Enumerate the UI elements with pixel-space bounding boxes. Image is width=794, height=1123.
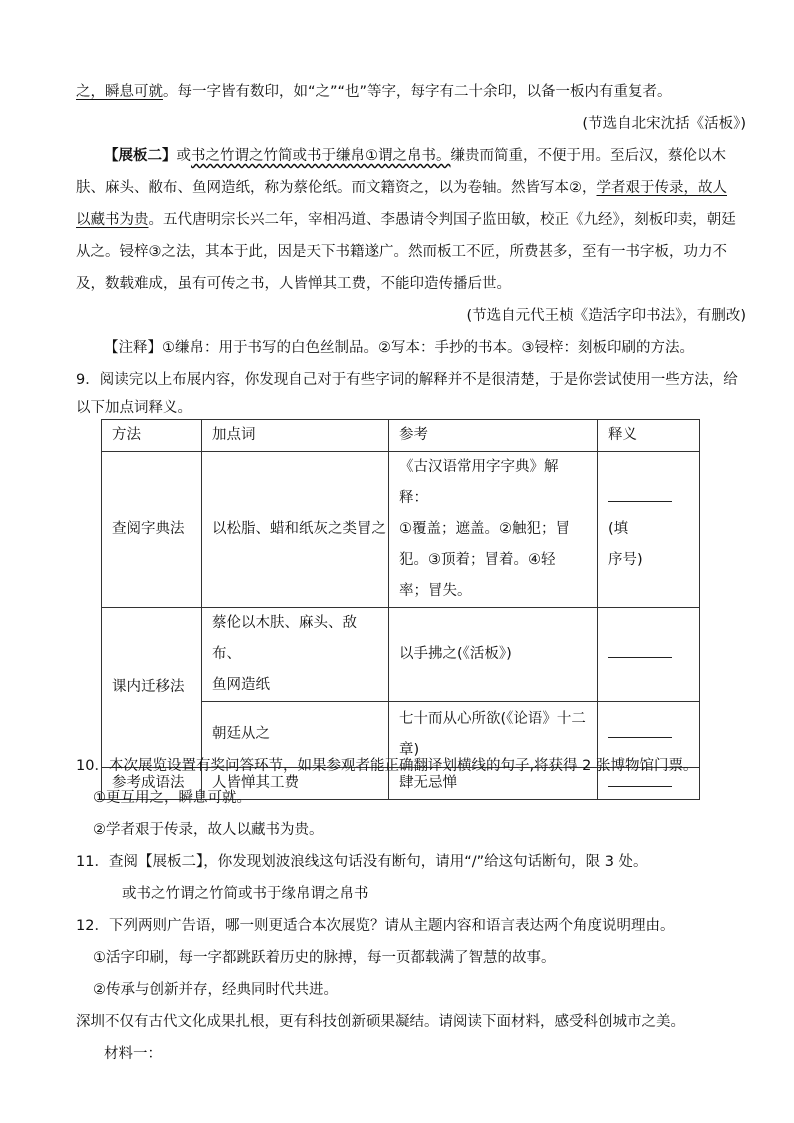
reference-cell: 以手拂之(《活板》) [389, 608, 598, 702]
reference-line: 《古汉语常用字字典》解释： [399, 459, 559, 506]
method-cell: 查阅字典法 [102, 452, 202, 608]
answer-blank[interactable] [608, 721, 672, 738]
question-9-line-1: 9．阅读完以上布展内容，你发现自己对于有些字词的解释并不是很清楚，于是你尝试使用一些方法，给 [76, 372, 738, 388]
reference-cell: 肆无忌惮 [389, 768, 598, 800]
board2-line-4: 从之。锓梓③之法，其本于此，因是天下书籍遂广。然而板工不匠，所费甚多，至有一书字板，功力不 [76, 244, 727, 260]
word-cell [202, 608, 389, 702]
vocab-table [101, 419, 700, 800]
header-cell: 释义 [598, 420, 700, 452]
question-9-line-2: 以下加点词释义。 [76, 400, 192, 416]
table-row [102, 608, 700, 702]
table-header-row [102, 420, 700, 452]
word-cell: 以松脂、蜡和纸灰之类冒之 [202, 452, 389, 608]
word-cell: 人皆惮其工费 [202, 768, 389, 800]
text: 。每一字皆有数印，如“之”“也”等字，每字有二十余印，以备一板内有重复者。 [163, 84, 672, 100]
reference-line: 犯。③顶着；冒着。④轻 [399, 552, 556, 568]
table-row [102, 452, 700, 608]
reference-line: 章) [399, 741, 420, 758]
question-11-sentence: 或书之竹谓之竹简或书于缘帛谓之帛书 [122, 886, 369, 902]
board2-line-1 [104, 146, 726, 166]
question-12: 12．下列两则广告语，哪一则更适合本次展览？请从主题内容和语言表达两个角度说明理由。 [76, 918, 675, 934]
annotation: 【注释】①缣帛：用于书写的白色丝制品。②写本：手抄的书本。③锓梓：刻板印刷的方法。 [104, 340, 694, 356]
word-line: 鱼网造纸 [212, 677, 270, 693]
question-12-option-1: ①活字印刷，每一字都跳跃着历史的脉搏，每一页都载满了智慧的故事。 [93, 950, 556, 966]
question-10: 10．本次展览设置有奖问答环节，如果参观者能正确翻译划横线的句子,将获得 2 张博物馆门票。 [76, 758, 698, 774]
reference-line: 率；冒失。 [399, 583, 472, 599]
section-intro: 深圳不仅有古代文化成果扎根，更有科技创新硕果凝结。请阅读下面材料，感受科创城市之美。 [76, 1014, 685, 1030]
question-10-item-2: ②学者艰于传录，故人以藏书为贵。 [93, 822, 324, 838]
answer-cell [598, 608, 700, 702]
question-10-item-1: ①更互用之，瞬息可就。 [93, 790, 251, 806]
board2-label: 【展板二】 [104, 148, 177, 164]
method-cell: 参考成语法 [102, 768, 202, 800]
word-cell: 朝廷从之 [202, 702, 389, 768]
header-cell: 加点词 [202, 420, 389, 452]
hint: 序号) [608, 552, 643, 568]
material-heading: 材料一： [104, 1046, 162, 1062]
answer-cell [598, 452, 700, 608]
answer-blank[interactable] [608, 641, 672, 658]
text: 。五代唐明宗长兴二年，宰相冯道、李愚请令判国子监田敏，校正《九经》，刻板印卖，朝廷 [148, 212, 736, 228]
text: 肤、麻头、敝布、鱼网造纸，称为蔡伦纸。而文籍资之，以为卷轴。然皆写本②， [76, 180, 597, 196]
header-cell: 参考 [389, 420, 598, 452]
board2-line-5: 及，数载难成，虽有可传之书，人皆惮其工费，不能印造传播后世。 [76, 276, 511, 292]
question-12-option-2: ②传承与创新并存，经典同时代共进。 [93, 982, 338, 998]
underlined-text: 之，瞬息可就 [76, 84, 163, 100]
method-cell: 课内迁移法 [102, 608, 202, 768]
text: 缣贵而简重，不便于用。至后汉，蔡伦以木 [450, 148, 726, 164]
underlined-text: 学者艰于传录，故人 [596, 180, 727, 196]
board2-source: (节选自元代王桢《造活字印书法》，有删改) [466, 308, 746, 324]
wavy-underlined-text: 书之竹谓之竹简或书于缣帛①谓之帛书。 [191, 148, 451, 164]
header-cell: 方法 [102, 420, 202, 452]
hint: (填 [608, 521, 629, 537]
board2-line-3 [76, 210, 736, 230]
text: 或 [176, 148, 191, 164]
board1-line [76, 82, 672, 102]
reference-line: ①覆盖；遮盖。②触犯；冒 [399, 521, 570, 537]
word-line: 蔡伦以木肤、麻头、敌布、 [212, 615, 357, 662]
answer-blank[interactable] [608, 485, 672, 502]
question-11: 11．查阅【展板二】，你发现划波浪线这句话没有断句，请用“/”给这句话断句，限 3 处。 [76, 854, 648, 870]
board1-source: (节选自北宋沈括《活板》) [582, 116, 746, 132]
underlined-text: 以藏书为贵 [76, 212, 149, 228]
reference-cell [389, 452, 598, 608]
board2-line-2 [76, 178, 727, 198]
reference-line: 七十而从心所欲(《论语》十二 [399, 710, 586, 727]
